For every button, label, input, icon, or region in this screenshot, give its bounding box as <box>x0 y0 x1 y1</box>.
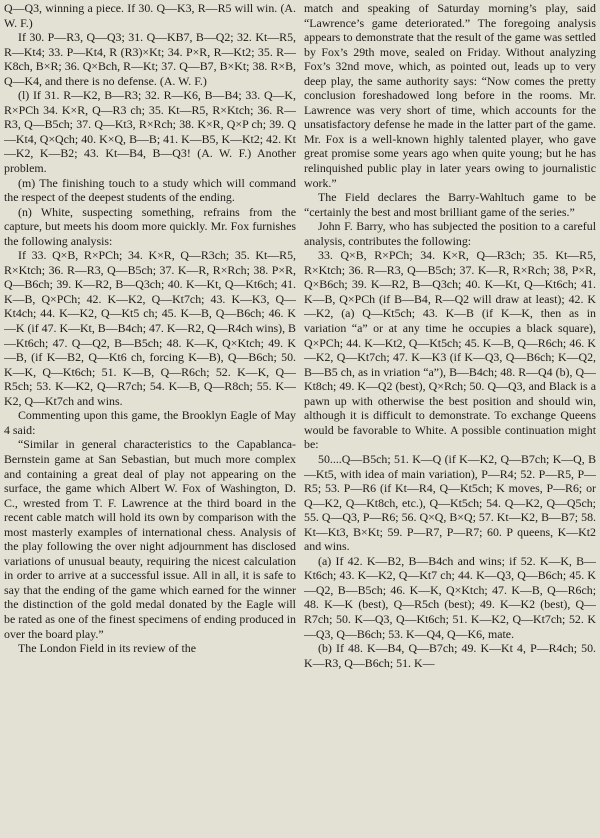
right-column <box>304 1 596 838</box>
field-review-start: The London Field in its review of the <box>18 641 196 656</box>
left-column <box>4 1 296 838</box>
note-m: (m) The finishing touch to a study which will command the respect of the deepest students of the ending. <box>4 175 296 205</box>
field-review-continuation: match and speaking of Saturday morning’s play, said “Lawrence’s game deteriorated.” The foregoing analysis appears to demonstrate that the result of the game was settled by Fox’s 29th move, sealed on Friday. Without analyzing Fox’s 32nd move, which, as pointed out, leads up to very deep play, the same authority says: “Now comes the pretty conclusion foreshadowed long before in the rooms. Mr. Lawrence was very short of time, which accounts for the unsatisfactory defense he made in the latter part of the game. Mr. Fox is a well-known highly talented player, who gave great promise some years ago when quite young; but he has relinquished public play in later years owing to journalistic work.” <box>304 1 596 190</box>
barry-intro: John F. Barry, who has subjected the position to a careful analysis, contributes the following: <box>304 219 596 248</box>
note-n: (n) White, suspecting something, refrains from the capture, but meets his doom more quickly. Mr. Fox furnishes the following analysis: <box>4 204 296 248</box>
barry-main-line: 33. Q×B, R×PCh; 34. K×R, Q—R3ch; 35. Kt—R5, R×Ktch; 36. R—R3, Q—B5ch; 37. K—R, R×Rch; 38, P×R, Q×B6ch; 39. K—R2, B—Q3ch; 40. K—Kt, Q—Kt6ch; 41. K—B, Q×PCh (if B—B4, R—Q2 will draw at least); 42. K—K2, (a) Q—Kt5ch; 43. K—B (if K—K, then as in variation “a” or at any time he occupies a black square), Q×PCh; 44. K—Kt2, Q—Kt5ch; 45. K—B, Q—R6ch; 46. K—K2, Q—Kt7ch; 47. K—K3 (if K—Q3, Q—B6ch; K—Q2, B—B5 ch, as in vriation “a”), B—B4ch; 48. R—Q4 (b), Q—Kt8ch; 49. K—Q2 (best), Q×Rch; 50. Q—Q3, and Black is a pawn up with otherwise the best position and should win, although it is difficult to demonstrate. To exchange Queens would be favorable to White. A possible continuation might be: <box>304 248 596 452</box>
note-k-analysis: If 30. P—R3, Q—Q3; 31. Q—KB7, B—Q2; 32. Kt—R5, R—Kt4; 33. P—Kt4, R (R3)×Kt; 34. P×R, R—Kt2; 35. R—K8ch, B×R; 36. Q×Bch, R—Kt; 37. Q—B7, B×Kt; 38. R×B, Q—K4, and there is no defense. (A. W. F.) <box>4 30 296 88</box>
barry-continuation: 50....Q—B5ch; 51. K—Q (if K—K2, Q—B7ch; K—Q, B—Kt5, with idea of main variation), P—R4; 52. P—R5, P—R5; 53. P—R6 (if Kt—R4, Q—Kt5ch; K moves, P—R6; or Q—K2, Q—Kt8ch, etc.), Q—Kt5ch; 54. Q—K2, Q—Q5ch; 55. Q—Q3, P—R6; 56. Q×Q, B×Q; 57. Kt—K2, B—B7; 58. Kt—Kt3, B×Kt; 59. P—R7, P—R7; 60. P queens, K—Kt2 and wins. <box>304 451 596 554</box>
variation-b: (b) If 48. K—B4, Q—B7ch; 49. K—Kt 4, P—R4ch; 50. K—R3, Q—B6ch; 51. K— <box>304 641 596 670</box>
field-barry-wahltuch: The Field declares the Barry-Wahltuch game to be “certainly the best and most brilliant game of the series.” <box>304 190 596 219</box>
variation-a: (a) If 42. K—B2, B—B4ch and wins; if 52. K—K, B—Kt6ch; 43. K—K2, Q—Kt7 ch; 44. K—Q3, Q—B6ch; 45. K—Q2, B—B5ch; 46. K—K, Q×Ktch; 47. K—B, Q—R6ch; 48. K—K (best), Q—R5ch (best); 49. K—K2 (best), Q—R7ch; 50. K—Q3, Q—Kt6ch; 51. K—K2, Q—Kt7ch; 52. K—Q3, Q—B6ch; 53. K—Q4, Q—K6, mate. <box>304 553 596 641</box>
eagle-intro: Commenting upon this game, the Brooklyn Eagle of May 4 said: <box>4 408 296 437</box>
note-l-analysis: (l) If 31. R—K2, B—R3; 32. R—K6, B—B4; 33. Q—K, R×PCh 34. K×R, Q—R3 ch; 35. Kt—R5, R×Ktch; 36. R—R3, Q—B5ch; 37. Q—Kt3, R×Rch; 38. K×R, Q×P ch; 39. Q—Kt4, Q×Qch; 40. K×Q, B—B; 41. K—B5, K—Kt2; 42. Kt—K2, K—B2; 43. Kt—B4, B—Q3! (A. W. F.) Another problem. <box>4 88 296 176</box>
eagle-quote: “Similar in general characteristics to the Capablanca-Bernstein game at San Sebastian, but much more complex and containing a great deal of play not appearing on the surface, the game which Albert W. Fox of Washington, D. C., wrested from T. F. Lawrence at the third board in the recent cable match will hold its own by comparison with the most masterly examples of international chess. Analysis of the play following the over night adjournment has disclosed variations of unusual beauty, requiring the nicest calculation in order to arrive at a successful issue. All in all, it is safe to say that the ending of the game which earned for the winner the distinction of the gold medal donated by the Eagle will be rated as one of the finest specimens of ending produced in over the board play.” <box>4 437 296 641</box>
fox-analysis: If 33. Q×B, R×PCh; 34. K×R, Q—R3ch; 35. Kt—R5, R×Ktch; 36. R—R3, Q—B5ch; 37. K—R, R×Rch; 38. P×R, Q—B6ch; 39. K—R2, B—Q3ch; 40. K—Kt, Q—Kt6ch; 41. K—B, Q×PCh; 42. K—K2, Q—Kt7ch; 43. K—K3, Q—Kt4ch; 44. K—K2, Q—Kt5 ch; 45. K—B, Q—B6ch; 46. K—K (if 47. K—Kt, B—B4ch; 47. K—R2, Q—R4ch wins), B—Kt6ch; 47. Q—Q2, B—B5ch; 48. K—K, Q×Ktch; 49. K—B, (if K—B2, Q—Kt6 ch, forcing K—B), Q—B6ch; 50. K—K, Q—Kt6ch; 51. K—B, Q—R6ch; 52. K—K, Q—R5ch; 53. K—K2, Q—R7ch; 54. K—B, Q—R8ch; 55. K—K2, Q—Kt7ch and wins. <box>4 248 296 408</box>
paragraph-continuation: Q—Q3, winning a piece. If 30. Q—K3, R—R5 will win. (A. W. F.) <box>4 1 296 30</box>
